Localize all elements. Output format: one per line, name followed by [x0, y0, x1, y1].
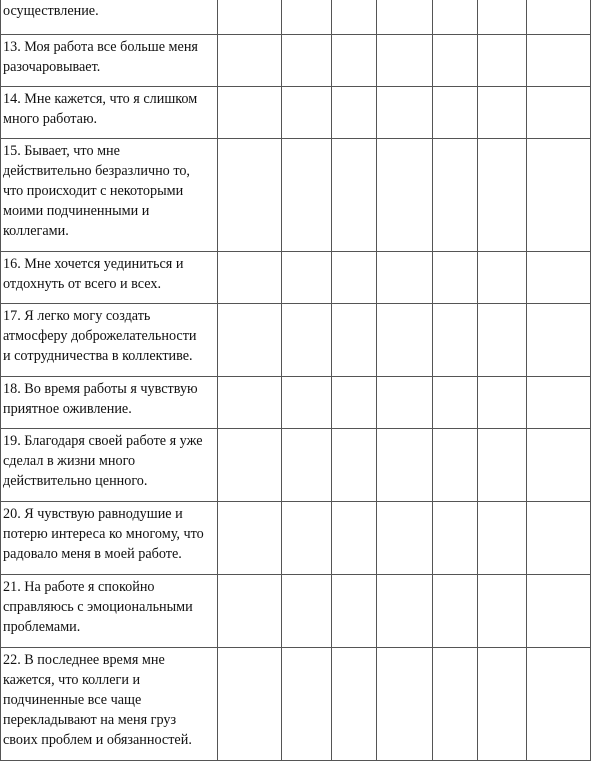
answer-cell[interactable]: [433, 304, 478, 377]
answer-cell[interactable]: [527, 35, 591, 87]
table-row: [1, 304, 591, 377]
table-row: [1, 35, 591, 87]
table-row: [1, 252, 591, 304]
answer-cell[interactable]: [478, 377, 527, 429]
answer-cell[interactable]: [433, 0, 478, 35]
answer-cell[interactable]: [218, 377, 282, 429]
answer-cell[interactable]: [433, 502, 478, 575]
table-row: [1, 139, 591, 252]
answer-cell[interactable]: [282, 648, 332, 761]
answer-cell[interactable]: [433, 575, 478, 648]
answer-cell[interactable]: [377, 35, 433, 87]
statement-cell: 14. Мне кажется, что я слишком много работаю.: [1, 87, 218, 139]
answer-cell[interactable]: [332, 575, 377, 648]
answer-cell[interactable]: [433, 87, 478, 139]
statement-cell: 21. На работе я спокойно справляюсь с эмоциональными проблемами.: [1, 575, 218, 648]
answer-cell[interactable]: [218, 502, 282, 575]
answer-cell[interactable]: [478, 429, 527, 502]
answer-cell[interactable]: [433, 139, 478, 252]
answer-cell[interactable]: [282, 87, 332, 139]
answer-cell[interactable]: [527, 252, 591, 304]
answer-cell[interactable]: [332, 429, 377, 502]
answer-cell[interactable]: [433, 648, 478, 761]
answer-cell[interactable]: [527, 304, 591, 377]
statement-cell: 20. Я чувствую равнодушие и потерю интереса ко многому, что радовало меня в моей работе.: [1, 502, 218, 575]
answer-cell[interactable]: [332, 0, 377, 35]
answer-cell[interactable]: [218, 429, 282, 502]
answer-cell[interactable]: [478, 0, 527, 35]
answer-cell[interactable]: [377, 502, 433, 575]
answer-cell[interactable]: [282, 252, 332, 304]
statement-cell: 15. Бывает, что мне действительно безразлично то, что происходит с некоторыми моими подчиненными и коллегами.: [1, 139, 218, 252]
questionnaire-body: [1, 0, 591, 761]
answer-cell[interactable]: [218, 87, 282, 139]
answer-cell[interactable]: [433, 35, 478, 87]
answer-cell[interactable]: [282, 35, 332, 87]
answer-cell[interactable]: [377, 429, 433, 502]
answer-cell[interactable]: [527, 575, 591, 648]
answer-cell[interactable]: [332, 139, 377, 252]
answer-cell[interactable]: [282, 139, 332, 252]
statement-cell: 22. В последнее время мне кажется, что коллеги и подчиненные все чаще перекладывают на меня груз своих проблем и обязанностей.: [1, 648, 218, 761]
answer-cell[interactable]: [478, 139, 527, 252]
answer-cell[interactable]: [478, 304, 527, 377]
answer-cell[interactable]: [478, 35, 527, 87]
answer-cell[interactable]: [282, 429, 332, 502]
answer-cell[interactable]: [282, 377, 332, 429]
answer-cell[interactable]: [377, 87, 433, 139]
statement-cell: 18. Во время работы я чувствую приятное оживление.: [1, 377, 218, 429]
answer-cell[interactable]: [332, 502, 377, 575]
answer-cell[interactable]: [377, 575, 433, 648]
answer-cell[interactable]: [478, 252, 527, 304]
answer-cell[interactable]: [332, 87, 377, 139]
answer-cell[interactable]: [377, 0, 433, 35]
table-row: [1, 0, 591, 35]
statement-cell: 17. Я легко могу создать атмосферу доброжелательности и сотрудничества в коллективе.: [1, 304, 218, 377]
answer-cell[interactable]: [527, 429, 591, 502]
answer-cell[interactable]: [527, 139, 591, 252]
answer-cell[interactable]: [218, 648, 282, 761]
answer-cell[interactable]: [282, 0, 332, 35]
answer-cell[interactable]: [218, 304, 282, 377]
statement-cell: 13. Моя работа все больше меня разочаровывает.: [1, 35, 218, 87]
answer-cell[interactable]: [332, 648, 377, 761]
answer-cell[interactable]: [527, 87, 591, 139]
answer-cell[interactable]: [218, 575, 282, 648]
table-row: [1, 377, 591, 429]
table-row: [1, 502, 591, 575]
table-row: [1, 648, 591, 761]
table-row: [1, 575, 591, 648]
statement-cell: 19. Благодаря своей работе я уже сделал в жизни много действительно ценного.: [1, 429, 218, 502]
statement-cell: 16. Мне хочется уединиться и отдохнуть от всего и всех.: [1, 252, 218, 304]
answer-cell[interactable]: [218, 35, 282, 87]
answer-cell[interactable]: [377, 377, 433, 429]
answer-cell[interactable]: [377, 139, 433, 252]
answer-cell[interactable]: [332, 377, 377, 429]
answer-cell[interactable]: [478, 502, 527, 575]
answer-cell[interactable]: [478, 575, 527, 648]
answer-cell[interactable]: [433, 429, 478, 502]
answer-cell[interactable]: [478, 648, 527, 761]
table-row: [1, 87, 591, 139]
answer-cell[interactable]: [218, 0, 282, 35]
answer-cell[interactable]: [478, 87, 527, 139]
answer-cell[interactable]: [527, 648, 591, 761]
answer-cell[interactable]: [377, 304, 433, 377]
answer-cell[interactable]: [527, 502, 591, 575]
answer-cell[interactable]: [377, 252, 433, 304]
answer-cell[interactable]: [527, 377, 591, 429]
answer-cell[interactable]: [377, 648, 433, 761]
table-row: [1, 429, 591, 502]
answer-cell[interactable]: [433, 377, 478, 429]
answer-cell[interactable]: [282, 502, 332, 575]
answer-cell[interactable]: [282, 575, 332, 648]
answer-cell[interactable]: [282, 304, 332, 377]
statement-cell: осуществление.: [1, 0, 218, 35]
answer-cell[interactable]: [332, 35, 377, 87]
answer-cell[interactable]: [218, 139, 282, 252]
answer-cell[interactable]: [527, 0, 591, 35]
answer-cell[interactable]: [218, 252, 282, 304]
answer-cell[interactable]: [433, 252, 478, 304]
answer-cell[interactable]: [332, 304, 377, 377]
answer-cell[interactable]: [332, 252, 377, 304]
